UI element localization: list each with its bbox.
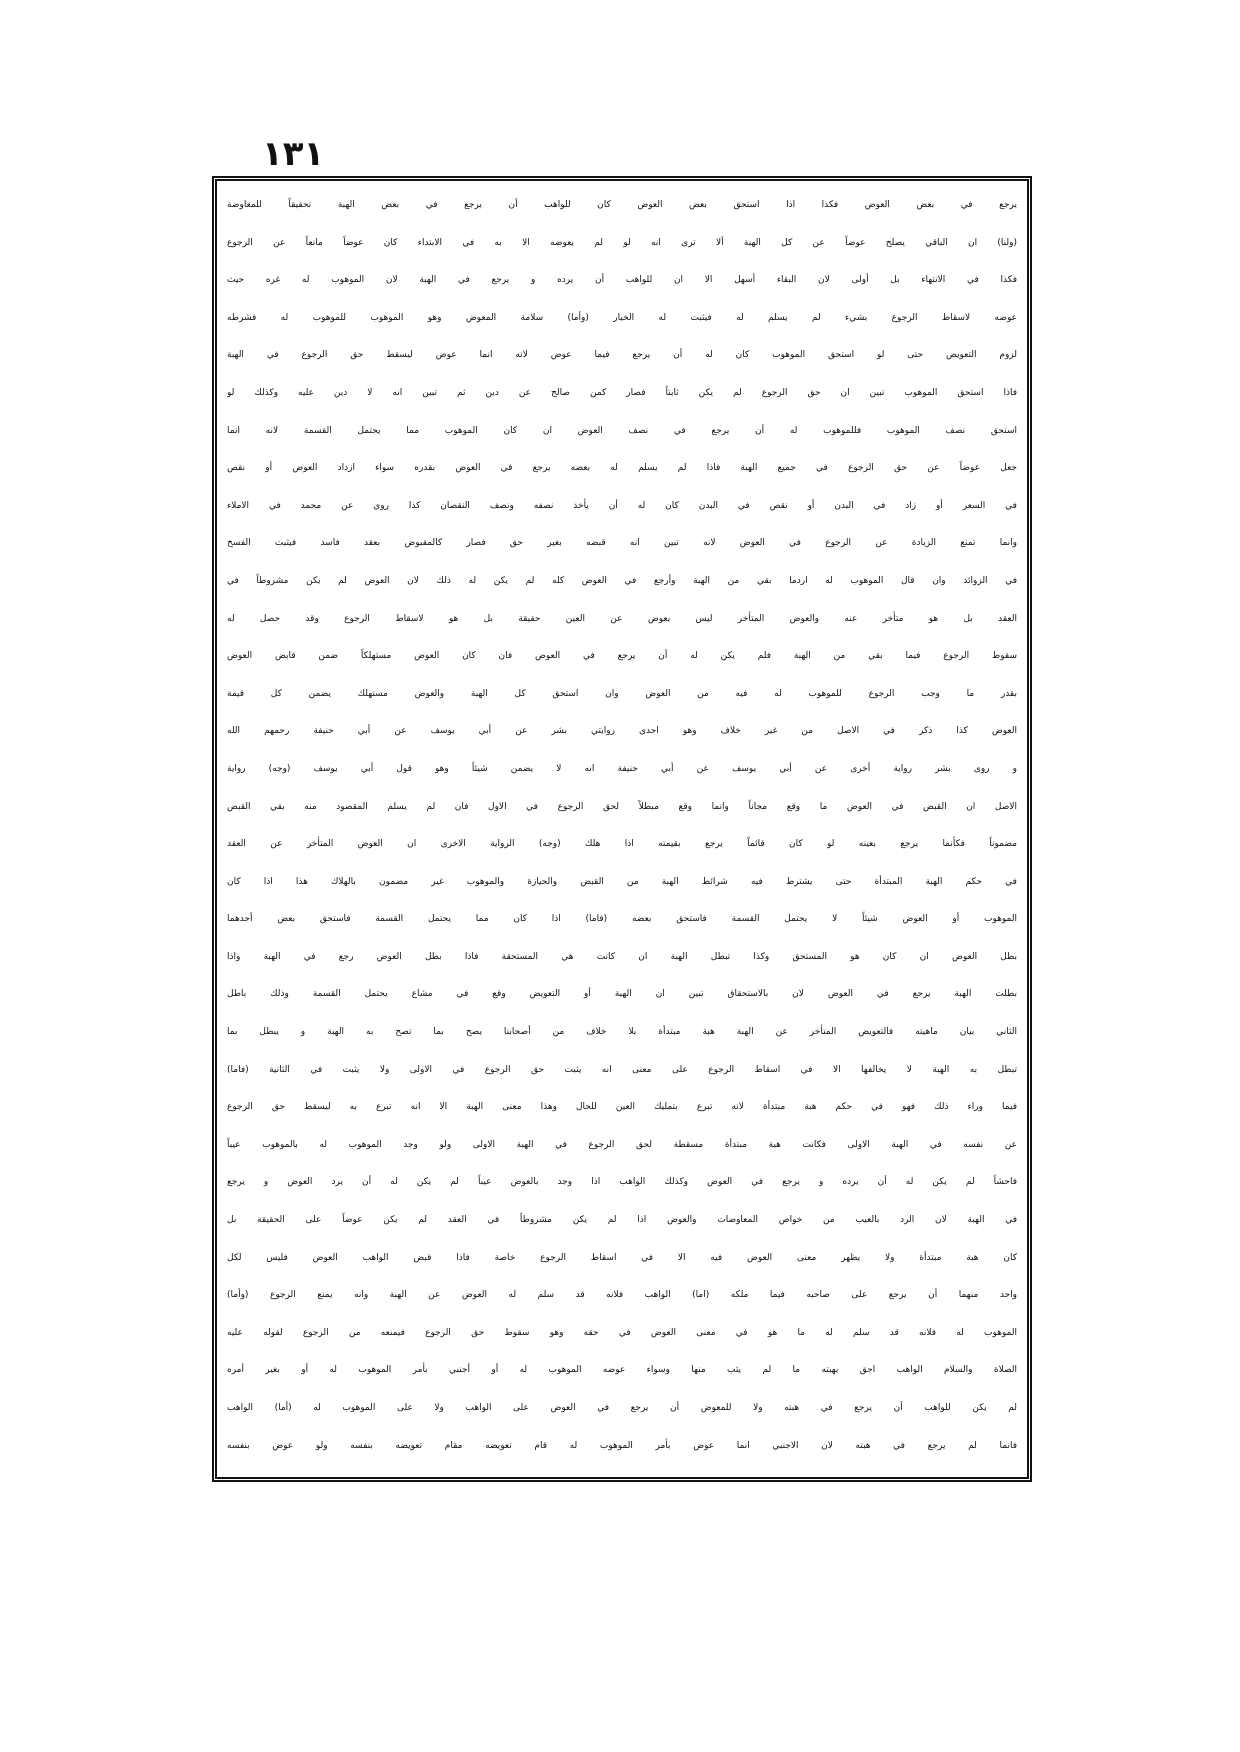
text-line: فيما وراء ذلك فهو في حكم هبة مبتدأة لانه تبرع بتمليك العين للحال وهذا معنى الهبة الا انه تبرع به ليسقط حق الرجوع xyxy=(227,1102,1017,1113)
text-frame xyxy=(212,176,1032,1482)
text-line: في الزوائد وان قال الموهوب له اردما بقي من الهبة وأرجع في العوض كله لم يكن له ذلك لان العوض لم يكن مشروطاً في xyxy=(227,575,1017,586)
text-line: العوض كذا ذكر في الاصل من غير خلاف وهو احدى روايتي بشر عن أبي يوسف عن أبي حنيفة رحمهم الله xyxy=(227,726,1017,737)
text-line: فاذا استحق الموهوب تبين ان حق الرجوع لم يكن ثابتاً فصار كمن صالح عن دين ثم تبين انه لا دين عليه وكذلك لو xyxy=(227,387,1017,398)
text-line: جعل عوضاً عن حق الرجوع في جميع الهبة فاذا لم يسلم له بعضه يرجع في العوض بقدره سواء ازداد العوض أو نقص xyxy=(227,463,1017,474)
page-number: ١٣١ xyxy=(262,134,325,174)
text-line: بقدر ما وجب الرجوع للموهوب له فيه من العوض وان استحق كل الهبة والعوض مستهلك يضمن كل قيمة xyxy=(227,688,1017,699)
text-line: سقوط الرجوع فيما بقي من الهبة فلم يكن له أن يرجع في العوض فان كان العوض مستهلكاً ضمن قابض العوض xyxy=(227,651,1017,662)
text-line: (ولنا) ان الباقي يصلح عوضاً عن كل الهبة ألا ترى انه لو لم يعوضه الا به في الابتداء كان عوضاً مانعاً عن الرجوع xyxy=(227,237,1017,248)
text-line: بطلت الهبة يرجع في العوض لان بالاستحقاق تبين ان الهبة أو التعويض وقع في مشاع يحتمل القسمة وذلك باطل xyxy=(227,989,1017,1000)
text-line: واحد منهما أن يرجع على صاحبه فيما ملكه (اما) الواهب فلانه قد سلم له العوض عن الهبة وانه يمنع الرجوع (وأما) xyxy=(227,1290,1017,1301)
text-line: الصلاة والسلام الواهب احق بهبته ما لم يثب منها وسواء عوضه الموهوب له أو أجنبي بأمر الموهوب له أو بغير أمره xyxy=(227,1365,1017,1376)
text-line: الاصل ان القبض في العوض ما وقع مجاناً وانما وقع مبطلاً لحق الرجوع في الاول فان لم يسلم المقصود منه بقي القبض xyxy=(227,801,1017,812)
text-line: وانما تمنع الزيادة عن الرجوع في العوض لانه تبين انه قبضه بغير حق فصار كالمقبوض بعقد فاسد فيثبت الفسخ xyxy=(227,538,1017,549)
text-line: الثاني بيان ماهيته فالتعويض المتأخر عن الهبة هبة مبتدأة بلا خلاف من أصحابنا يصح بما تصح به الهبة و يبطل بما xyxy=(227,1027,1017,1038)
text-line: كان هبة مبتدأة ولا يظهر معنى العوض فيه الا في اسقاط الرجوع خاصة فاذا قبض الواهب العوض فليس لكل xyxy=(227,1252,1017,1263)
text-line: يرجع في بعض العوض فكذا اذا استحق بعض العوض كان للواهب أن يرجع في بعض الهبة تحقيقاً للمعاوضة xyxy=(227,200,1017,210)
text-line: تبطل به الهبة لا يخالفها الا في اسقاط الرجوع على معنى انه يثبت حق الرجوع في الاولى ولا يثبت في الثانية (فاما) xyxy=(227,1064,1017,1075)
text-line: فانما لم يرجع في هبته لان الاجنبي انما عوض بأمر الموهوب له قام تعويضه مقام تعويضه بنفسه ولو عوض بنفسه xyxy=(227,1440,1017,1451)
text-line: و روى بشر رواية أخرى عن أبي يوسف عن أبي حنيفة انه لا يضمن شيئاً وهو قول أبي يوسف (وجه) رواية xyxy=(227,763,1017,774)
text-line: في السعر أو زاد في البدن أو نقص في البدن كان له أن يأخذ نصفه ونصف النقصان كذا روي عن محمد في الاملاء xyxy=(227,500,1017,511)
text-line: الموهوب أو العوض شيئاً لا يحتمل القسمة فاستحق بعضه (فاما) اذا كان مما يحتمل القسمة فاستحق بعض أحدهما xyxy=(227,914,1017,925)
text-line: فكذا في الانتهاء بل أولى لان البقاء أسهل الا ان للواهب أن يرده و يرجع في الهبة لان الموهوب له غره حيث xyxy=(227,275,1017,286)
text-line: في الهبة لان الرد بالعيب من خواص المعاوضات والعوض اذا لم يكن مشروطاً في العقد لم يكن عوضاً على الحقيقة بل xyxy=(227,1215,1017,1226)
text-line: بطل العوض ان كان هو المستحق وكذا تبطل الهبة ان كانت هي المستحقة فاذا بطل العوض رجع في الهبة واذا xyxy=(227,951,1017,962)
body-text xyxy=(227,187,1017,1471)
text-line: الموهوب له فلانه قد سلم له ما هو في معنى العوض في حقه وهو سقوط حق الرجوع فيمنعه من الرجوع لقوله عليه xyxy=(227,1327,1017,1338)
text-line: مضموناً فكأنما يرجع بعينه لو كان قائماً يرجع بقيمته اذا هلك (وجه) الرواية الاخرى ان العوض المتأخر عن العقد xyxy=(227,839,1017,850)
text-line: لزوم التعويض حتى لو استحق الموهوب كان له أن يرجع فيما عوض لانه انما عوض ليسقط حق الرجوع في الهبة xyxy=(227,350,1017,361)
text-line: لم يكن للواهب أن يرجع في هبته ولا للمعوض أن يرجع في العوض على الواهب ولا على الموهوب له (أما) الواهب xyxy=(227,1403,1017,1413)
text-line: في حكم الهبة المبتدأة حتى يشترط فيه شرائط الهبة من القبض والحيازة والموهوب غير مضمون بالهلاك هذا اذا كان xyxy=(227,876,1017,887)
text-line: العقد بل هو متأخر عنه والعوض المتأخر ليس بعوض عن العين حقيقة بل هو لاسقاط الرجوع وقد حصل له xyxy=(227,613,1017,624)
text-line: استحق نصف الموهوب فللموهوب له أن يرجع في نصف العوض ان كان الموهوب مما يحتمل القسمة لانه انما xyxy=(227,425,1017,436)
text-line: فاحشاً لم يكن له أن يرده و يرجع في العوض وكذلك الواهب اذا وجد بالعوض عيباً لم يكن له أن يرد العوض و يرجع xyxy=(227,1177,1017,1188)
text-line: عن نفسه في الهبة الاولى فكانت هبة مبتدأة مسقطة لحق الرجوع في الهبة الاولى ولو وجد الموهوب له بالموهوب عيباً xyxy=(227,1139,1017,1150)
text-line: عوضه لاسقاط الرجوع بشيء لم يسلم له فيثبت له الخيار (وأما) سلامة المعوض وهو الموهوب للموهوب له فشرطه xyxy=(227,312,1017,323)
